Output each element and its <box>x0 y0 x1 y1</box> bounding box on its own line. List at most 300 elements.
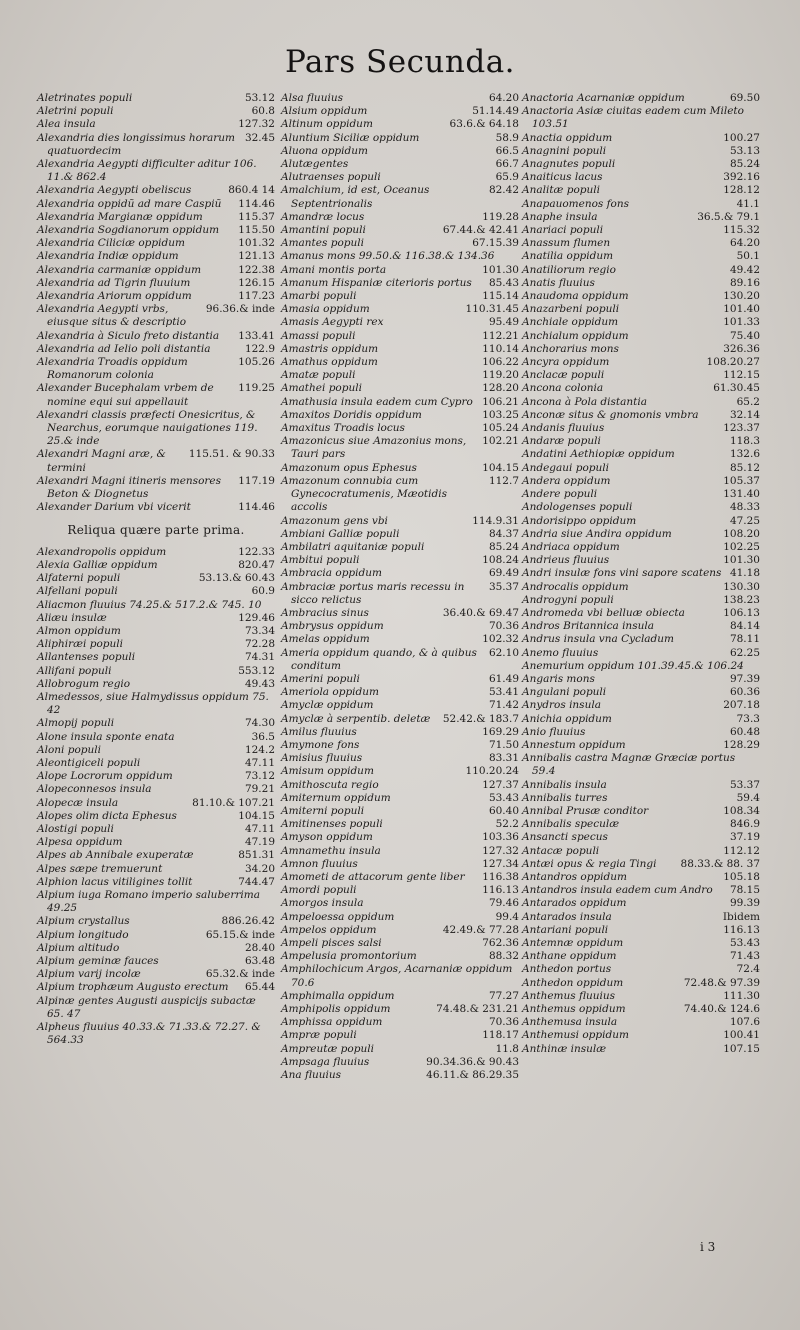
entry-page-ref: 32.14 <box>729 408 760 421</box>
entry-page-ref: 90.34.36.& 90.43 <box>426 1055 519 1068</box>
entry-term: Alexandria Aegypti difficulter aditur 106. 11.& 862.4 <box>37 158 257 184</box>
index-entry <box>281 739 519 752</box>
entry-term: Ana fluuius <box>281 1069 341 1082</box>
entry-page-ref: 122.33 <box>238 545 275 558</box>
entry-term: Ampelusia promontorium <box>281 950 417 963</box>
index-entry <box>522 897 760 910</box>
entry-term: Amiternum oppidum <box>281 791 391 804</box>
entry-term: Amarbi populi <box>281 290 357 303</box>
index-entry <box>522 686 760 699</box>
index-entry <box>522 1003 760 1016</box>
entry-term: Anatis fluuius <box>522 276 595 289</box>
index-entry <box>522 1043 760 1056</box>
index-entry <box>37 810 275 823</box>
entry-page-ref: 71.42 <box>488 699 519 712</box>
entry-page-ref: 53.41 <box>488 686 519 699</box>
index-entry <box>281 884 519 897</box>
entry-term: Ambraciæ portus maris recessu in sicco relictus <box>281 580 465 606</box>
index-entry <box>522 871 760 884</box>
entry-term: Amometi de attacorum gente liber <box>281 870 465 883</box>
index-entry <box>281 92 519 105</box>
index-entry <box>522 977 760 990</box>
entry-term: Andaræ populi <box>522 435 601 448</box>
index-entry <box>37 625 275 638</box>
entry-term: Amathei populi <box>281 382 362 395</box>
entry-page-ref: 41.18 <box>729 567 760 580</box>
entry-page-ref: 762.36 <box>482 937 519 949</box>
entry-page-ref: 71.43 <box>729 950 760 963</box>
index-entry <box>522 673 760 686</box>
entry-term: Andri insulæ fons vini sapore scatens <box>522 567 722 580</box>
index-entry <box>281 607 519 620</box>
index-entry <box>37 744 275 757</box>
entry-term: Anichia oppidum <box>522 712 612 725</box>
entry-page-ref: 36.5 <box>251 730 275 743</box>
index-entry <box>522 105 760 131</box>
index-entry <box>37 651 275 664</box>
index-entry <box>281 1003 519 1016</box>
index-entry <box>522 660 760 673</box>
entry-page-ref: 62.25 <box>729 646 760 659</box>
entry-term: Amasis Aegypti rex <box>281 316 384 329</box>
index-entry <box>37 823 275 836</box>
entry-page-ref: 95.49 <box>488 316 519 329</box>
entry-page-ref: 83.31 <box>488 752 519 765</box>
entry-term: Amantini populi <box>281 224 366 237</box>
index-entry <box>281 726 519 739</box>
entry-term: Alexandri Magni aræ, & termini <box>37 448 166 474</box>
entry-page-ref: 64.20 <box>488 92 519 104</box>
entry-page-ref: 74.31 <box>244 651 275 664</box>
entry-term: Anactoria Acarnaniæ oppidum <box>522 92 685 104</box>
entry-page-ref: 107.15 <box>723 1042 760 1055</box>
entry-page-ref: 48.33 <box>729 501 760 514</box>
index-entry <box>37 876 275 889</box>
entry-term: Andologenses populi <box>522 501 633 514</box>
index-entry <box>522 1016 760 1029</box>
index-entry <box>37 501 275 514</box>
entry-term: Amyson oppidum <box>281 831 373 844</box>
entry-page-ref: 97.39 <box>729 672 760 685</box>
entry-term: Amnamethu insula <box>281 844 381 857</box>
entry-term: Alexandria ad Ielio poli distantia <box>37 342 211 355</box>
entry-term: Alpium altitudo <box>37 941 120 954</box>
entry-page-ref: 123.37 <box>723 422 760 435</box>
index-entry <box>281 937 519 950</box>
index-entry <box>522 132 760 145</box>
entry-term: Alexandria Troadis oppidum Romanorum colonia <box>37 356 188 382</box>
index-entry <box>281 382 519 395</box>
entry-term: Anatiliorum regio <box>522 263 616 276</box>
entry-page-ref: 169.29 <box>482 725 519 738</box>
index-column-1 <box>37 92 275 1047</box>
index-entry <box>522 409 760 422</box>
entry-term: Anthemusa insula <box>522 1016 618 1029</box>
entry-term: Anemo fluuius <box>522 646 599 659</box>
entry-page-ref: 116.13 <box>482 884 519 897</box>
index-entry <box>522 528 760 541</box>
index-entry <box>522 145 760 158</box>
entry-term: Amazonum opus Ephesus <box>281 461 417 474</box>
index-entry <box>37 585 275 598</box>
entry-term: Alpinæ gentes Augusti auspicijs subactæ 65. 47 <box>37 994 256 1020</box>
entry-term: Andria siue Andira oppidum <box>522 527 672 540</box>
entry-term: Ambracius sinus <box>281 606 369 619</box>
entry-term: Amaxitus Troadis locus <box>281 422 405 435</box>
entry-page-ref: 117.19 <box>238 474 275 487</box>
entry-term: Annestum oppidum <box>522 738 626 751</box>
index-entry <box>37 224 275 237</box>
column-3-entries <box>522 92 760 1056</box>
index-entry <box>281 871 519 884</box>
entry-term: Ansancti specus <box>522 831 608 844</box>
entry-term: Alexandropolis oppidum <box>37 545 167 558</box>
entry-page-ref: 63.48 <box>244 955 275 967</box>
index-entry <box>37 955 275 968</box>
index-entry <box>522 264 760 277</box>
entry-term: Amasia oppidum <box>281 303 370 316</box>
entry-term: Alexandri Magni itineris mensores Beton & Diognetus <box>37 474 222 501</box>
index-entry <box>522 290 760 303</box>
entry-page-ref: 69.49 <box>488 567 519 580</box>
entry-page-ref: 65.32.& inde <box>205 968 275 981</box>
entry-page-ref: 50.1 <box>736 250 760 263</box>
entry-term: Angulani populi <box>522 686 607 699</box>
entry-term: Alopes olim dicta Ephesus <box>37 809 177 822</box>
entry-term: Amphimalla oppidum <box>281 989 395 1002</box>
entry-page-ref: 128.29 <box>723 738 760 751</box>
index-entry <box>281 554 519 567</box>
entry-term: Amnon fluuius <box>281 857 358 870</box>
index-entry <box>281 541 519 554</box>
entry-term: Alexandria Aegypti obeliscus <box>37 184 192 197</box>
index-entry <box>522 277 760 290</box>
entry-term: Annibalis speculæ <box>522 818 620 831</box>
entry-page-ref: 79.46 <box>488 897 519 910</box>
index-entry <box>281 647 519 673</box>
entry-term: Ampreutæ populi <box>281 1042 374 1055</box>
entry-term: Antandros insula eadem cum Andro <box>522 884 713 897</box>
entry-page-ref: 52.2 <box>495 818 519 831</box>
index-entry <box>281 171 519 184</box>
entry-page-ref: 886.26.42 <box>221 915 275 928</box>
column-1-entries <box>37 92 275 515</box>
entry-term: Andanis fluuius <box>522 422 605 435</box>
entry-term: Alexander Bucephalam vrbem de nomine equi sui appellauit <box>37 382 214 408</box>
entry-term: Antemnæ oppidum <box>522 937 624 949</box>
index-entry <box>281 250 519 263</box>
entry-term: Androcalis oppidum <box>522 580 629 593</box>
entry-term: Andriaca oppidum <box>522 540 620 553</box>
entry-term: Anaphe insula <box>522 210 598 223</box>
index-entry <box>37 665 275 678</box>
index-entry <box>37 783 275 796</box>
entry-term: Alea insula <box>37 118 96 131</box>
entry-term: Almedessos, siue Halmydissus oppidum 75. 42 <box>37 690 269 717</box>
entry-page-ref: 61.30.45 <box>713 382 760 395</box>
index-entry <box>522 224 760 237</box>
index-entry <box>37 731 275 744</box>
entry-term: Anthedon oppidum <box>522 976 624 989</box>
entry-page-ref: 326.36 <box>723 342 760 355</box>
index-entry <box>522 805 760 818</box>
entry-term: Altinum oppidum <box>281 118 373 131</box>
entry-page-ref: 115.14 <box>482 290 519 303</box>
index-entry <box>37 929 275 942</box>
entry-page-ref: 60.40 <box>488 804 519 817</box>
entry-page-ref: 118.3 <box>729 435 760 448</box>
entry-page-ref: 73.12 <box>244 770 275 783</box>
entry-term: Analitæ populi <box>522 184 600 197</box>
index-entry <box>522 501 760 514</box>
entry-term: Anapauomenos fons <box>522 197 630 210</box>
entry-page-ref: 100.27 <box>723 131 760 144</box>
entry-term: Alexandria Aegypti vrbs, eiusque situs & descriptio <box>37 303 187 329</box>
index-entry <box>281 673 519 686</box>
entry-term: Androgyni populi <box>522 593 614 606</box>
index-entry <box>37 797 275 810</box>
entry-term: Alfellani populi <box>37 585 118 598</box>
entry-term: Ampelos oppidum <box>281 923 377 936</box>
index-entry <box>281 1069 519 1082</box>
entry-term: Alone insula sponte enata <box>37 730 175 743</box>
entry-term: Ameriola oppidum <box>281 686 379 699</box>
entry-page-ref: 62.10 <box>488 646 519 659</box>
reference-note: Reliqua quære parte prima. <box>67 522 245 537</box>
entry-page-ref: 67.44.& 42.41 <box>442 224 519 237</box>
index-entry <box>281 858 519 871</box>
index-entry <box>522 911 760 924</box>
index-entry <box>522 515 760 528</box>
index-entry <box>522 422 760 435</box>
column-1-entries-continued <box>37 546 275 1048</box>
entry-page-ref: 102.25 <box>723 540 760 553</box>
index-entry <box>522 950 760 963</box>
entry-page-ref: 110.20.24 <box>465 765 519 778</box>
index-entry <box>522 845 760 858</box>
entry-term: Antæi opus & regia Tingi <box>522 857 657 870</box>
entry-term: Alpes ab Annibale exuperatæ <box>37 849 194 862</box>
entry-page-ref: 66.5 <box>495 144 519 157</box>
entry-term: Amazonum connubia cum Gynecocratumenis, Mæotidis accolis <box>281 474 447 514</box>
entry-term: Amandræ locus <box>281 210 365 223</box>
entry-term: Anthemus fluuius <box>522 989 616 1002</box>
entry-term: Amisius fluuius <box>281 752 363 765</box>
index-entry <box>281 277 519 290</box>
entry-page-ref: 63.6.& 64.18 <box>449 118 519 131</box>
entry-term: Alexandria dies longissimus horarum quatuordecim <box>37 131 236 157</box>
entry-term: Ancona colonia <box>522 382 604 395</box>
index-entry <box>281 765 519 778</box>
entry-page-ref: 106.22 <box>482 356 519 369</box>
entry-page-ref: 127.37 <box>482 778 519 791</box>
entry-page-ref: 133.41 <box>238 329 275 342</box>
index-entry <box>522 356 760 369</box>
index-entry <box>37 211 275 224</box>
entry-page-ref: 112.21 <box>482 329 519 342</box>
entry-term: Ameria oppidum quando, & à quibus conditum <box>281 646 477 672</box>
index-entry <box>522 924 760 937</box>
entry-term: Alopecæ insula <box>37 796 119 809</box>
entry-term: Alpes sæpe tremuerunt <box>37 862 163 875</box>
entry-term: Amymone fons <box>281 738 360 751</box>
page-title: Pars Secunda. <box>284 44 516 80</box>
entry-term: Alexandria carmaniæ oppidum <box>37 263 202 276</box>
entry-term: Andera oppidum <box>522 474 611 487</box>
index-entry <box>522 792 760 805</box>
entry-page-ref: 73.34 <box>244 624 275 637</box>
entry-term: Anthemus oppidum <box>522 1003 626 1016</box>
index-entry <box>281 1016 519 1029</box>
entry-term: Ampsaga fluuius <box>281 1055 370 1068</box>
entry-term: Andorisippo oppidum <box>522 514 637 527</box>
entry-term: Alpium trophæum Augusto erectum <box>37 981 229 994</box>
entry-page-ref: 118.17 <box>482 1029 519 1042</box>
index-entry <box>522 620 760 633</box>
index-entry <box>37 356 275 382</box>
index-entry <box>522 475 760 488</box>
entry-page-ref: 110.31.45 <box>465 303 519 316</box>
entry-term: Anclacæ populi <box>522 369 605 382</box>
index-entry <box>281 581 519 607</box>
signature-mark: i 3 <box>700 1240 716 1254</box>
entry-term: Antariani populi <box>522 923 609 936</box>
entry-term: Amanum Hispaniæ citerioris portus <box>281 276 472 289</box>
index-entry <box>522 607 760 620</box>
entry-term: Allifani populi <box>37 664 112 677</box>
entry-page-ref: 116.38 <box>482 870 519 883</box>
entry-term: Andatini Aethiopiæ oppidum <box>522 448 675 461</box>
entry-page-ref: 101.32 <box>238 237 275 250</box>
index-entry <box>281 528 519 541</box>
entry-term: Anthemusi oppidum <box>522 1029 629 1042</box>
entry-term: Alexandria Indiæ oppidum <box>37 250 179 263</box>
entry-page-ref: 392.16 <box>723 171 760 184</box>
entry-term: Andros Britannica insula <box>522 620 654 633</box>
entry-term: Ampeloessa oppidum <box>281 910 395 923</box>
entry-term: Amastris oppidum <box>281 342 379 355</box>
entry-page-ref: 126.15 <box>238 276 275 289</box>
entry-term: Amaxitos Doridis oppidum <box>281 408 422 421</box>
entry-page-ref: 122.9 <box>244 342 275 355</box>
entry-page-ref: 78.11 <box>729 633 760 646</box>
index-entry <box>281 752 519 765</box>
entry-term: Ambracia oppidum <box>281 567 382 580</box>
entry-term: Amazonicus siue Amazonius mons, Tauri pars <box>281 435 467 461</box>
index-entry <box>522 818 760 831</box>
index-entry <box>281 805 519 818</box>
entry-term: Anthinæ insulæ <box>522 1042 607 1055</box>
index-entry <box>281 1056 519 1069</box>
entry-term: Alutraenses populi <box>281 171 381 184</box>
entry-page-ref: 138.23 <box>723 593 760 606</box>
entry-page-ref: 73.3 <box>736 712 760 725</box>
entry-page-ref: 119.25 <box>238 382 275 395</box>
index-entry <box>37 612 275 625</box>
entry-page-ref: 47.11 <box>244 822 275 835</box>
entry-page-ref: 65.15.& inde <box>205 928 275 941</box>
entry-page-ref: 53.13 <box>729 144 760 157</box>
entry-page-ref: 105.26 <box>238 356 275 369</box>
entry-term: Amerini populi <box>281 672 360 685</box>
index-entry <box>281 990 519 1003</box>
index-entry <box>37 1021 275 1047</box>
entry-page-ref: 106.21 <box>482 395 519 408</box>
entry-page-ref: 108.20.27 <box>706 356 760 369</box>
index-entry <box>281 435 519 461</box>
index-entry <box>281 963 519 989</box>
entry-page-ref: 127.32 <box>238 118 275 131</box>
entry-page-ref: 114.46 <box>238 501 275 514</box>
index-entry <box>522 739 760 752</box>
entry-page-ref: 128.12 <box>723 184 760 197</box>
index-entry <box>522 488 760 501</box>
entry-page-ref: 103.25 <box>482 408 519 421</box>
entry-term: Aletrinates populi <box>37 92 133 104</box>
entry-term: Alfaterni populi <box>37 572 121 585</box>
index-entry <box>281 633 519 646</box>
entry-term: Allobrogum regio <box>37 677 131 690</box>
index-entry <box>281 118 519 131</box>
entry-term: Allantenses populi <box>37 651 136 664</box>
entry-page-ref: 88.33.& 88. 37 <box>680 857 760 870</box>
entry-page-ref: 67.15.39 <box>472 237 519 250</box>
index-entry <box>522 752 760 778</box>
index-entry <box>37 475 275 501</box>
index-entry <box>522 237 760 250</box>
entry-term: Alexandria Margianæ oppidum <box>37 210 203 223</box>
index-entry <box>37 599 275 612</box>
entry-term: Anemurium oppidum 101.39.45.& 106.24 <box>522 659 744 672</box>
entry-page-ref: 52.42.& 183.7 <box>442 712 519 725</box>
entry-page-ref: 124.2 <box>244 743 275 756</box>
entry-page-ref: 47.19 <box>244 836 275 849</box>
index-entry <box>281 422 519 435</box>
index-entry <box>37 250 275 263</box>
index-entry <box>522 554 760 567</box>
index-entry <box>281 911 519 924</box>
entry-page-ref: 60.36 <box>729 686 760 699</box>
index-entry <box>281 818 519 831</box>
index-entry <box>281 620 519 633</box>
index-entry <box>281 409 519 422</box>
index-entry <box>281 515 519 528</box>
entry-page-ref: 121.13 <box>238 250 275 263</box>
index-entry <box>37 343 275 356</box>
entry-page-ref: 106.13 <box>723 606 760 619</box>
index-entry <box>522 250 760 263</box>
entry-page-ref: 851.31 <box>238 849 275 862</box>
entry-page-ref: 127.32 <box>482 844 519 857</box>
entry-term: Annibal Prusæ conditor <box>522 804 649 817</box>
entry-term: Anydros insula <box>522 699 601 712</box>
index-entry <box>37 237 275 250</box>
entry-page-ref: 84.37 <box>488 527 519 540</box>
index-entry <box>522 541 760 554</box>
entry-term: Andromeda vbi belluæ obiecta <box>522 606 685 619</box>
entry-term: Alexandria ad Tigrin fluuium <box>37 276 191 289</box>
entry-term: Andrus insula vna Cycladum <box>522 633 674 646</box>
entry-term: Anio fluuius <box>522 725 586 738</box>
entry-page-ref: 82.42 <box>488 184 519 197</box>
index-entry <box>522 303 760 316</box>
entry-page-ref: 112.7 <box>488 474 519 487</box>
entry-page-ref: 130.20 <box>723 290 760 303</box>
index-entry <box>37 303 275 329</box>
entry-page-ref: 60.9 <box>251 585 275 598</box>
entry-term: Alpheus fluuius 40.33.& 71.33.& 72.27. & 564.33 <box>37 1021 261 1047</box>
entry-term: Alpium longitudo <box>37 928 129 941</box>
